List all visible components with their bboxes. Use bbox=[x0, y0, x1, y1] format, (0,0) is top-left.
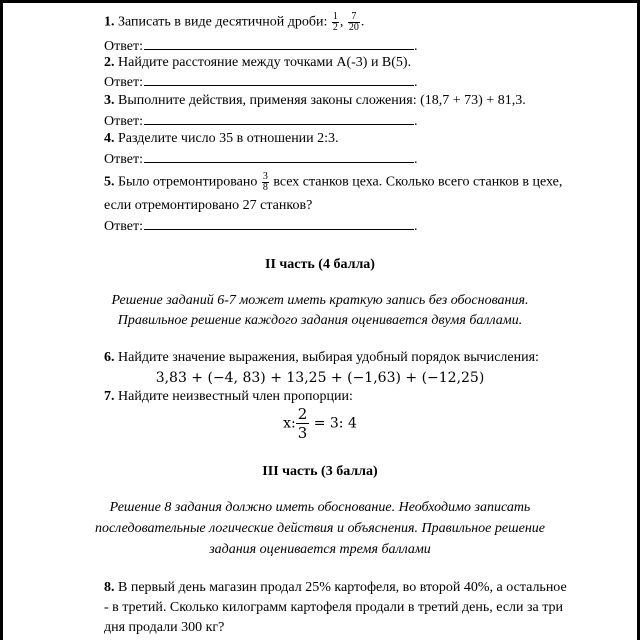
part-3-note-1: Решение 8 задания должно иметь обоснование. Необходимо записать bbox=[109, 500, 531, 515]
task-number: 2. bbox=[104, 55, 115, 70]
answer-label: Ответ: bbox=[104, 114, 143, 129]
task-6-expression: 3,83 + (−4, 83) + 13,25 + (−1,63) + (−12,25) bbox=[155, 370, 485, 386]
fraction bbox=[332, 12, 339, 33]
answer-line-2[interactable]: Ответ: . bbox=[104, 75, 418, 90]
denominator: 20 bbox=[348, 22, 359, 33]
answer-blank[interactable] bbox=[144, 73, 414, 86]
task-text: дня продали 300 кг? bbox=[104, 620, 225, 635]
task-8 bbox=[104, 580, 567, 596]
answer-label: Ответ: bbox=[104, 152, 143, 167]
task-text: Разделите число 35 в отношении 2:3. bbox=[118, 131, 339, 146]
task-text: Найдите расстояние между точками A(-3) и B(5). bbox=[118, 55, 412, 70]
answer-line-5[interactable]: Ответ: . bbox=[104, 219, 418, 234]
part-2-note-1: Решение заданий 6-7 может иметь краткую запись без обоснования. bbox=[111, 293, 529, 308]
task-text: В первый день магазин продал 25% картофеля, во второй 40%, а остальное bbox=[118, 580, 567, 595]
answer-blank[interactable] bbox=[144, 150, 414, 163]
numerator: 2 bbox=[297, 405, 308, 423]
part-3-note-2: последовательные логические действия и объяснения. Правильное решение bbox=[94, 521, 546, 536]
task-text: если отремонтировано 27 станков? bbox=[104, 198, 313, 213]
answer-blank[interactable] bbox=[144, 217, 414, 230]
task-text: - в третий. Сколько килограмм картофеля продали в третий день, если за три bbox=[104, 600, 564, 615]
answer-label: Ответ: bbox=[104, 75, 143, 90]
answer-line-3[interactable]: Ответ: . bbox=[104, 114, 418, 129]
task-text: Записать в виде десятичной дроби: bbox=[118, 14, 328, 30]
task-text: Найдите значение выражения, выбирая удобный порядок вычисления: bbox=[118, 350, 539, 365]
fraction bbox=[348, 12, 360, 33]
task-number: 8. bbox=[104, 580, 115, 595]
denominator: 8 bbox=[262, 182, 268, 193]
answer-label: Ответ: bbox=[104, 39, 143, 54]
task-6 bbox=[104, 350, 539, 366]
part-2-note-2: Правильное решение каждого задания оценивается двумя баллами. bbox=[117, 313, 523, 328]
proportion-rhs: = 3: 4 bbox=[313, 415, 357, 432]
proportion-lhs: x: bbox=[283, 415, 296, 432]
task-8-line-2 bbox=[104, 600, 563, 616]
answer-line-1[interactable]: Ответ: . bbox=[104, 39, 418, 54]
answer-line-4[interactable]: Ответ: . bbox=[104, 152, 418, 167]
task-text: Выполните действия, применяя законы сложения: (18,7 + 73) + 81,3. bbox=[118, 93, 526, 108]
task-5-line-2 bbox=[104, 198, 312, 214]
task-text: Найдите неизвестный член пропорции: bbox=[118, 389, 353, 404]
task-number: 1. bbox=[104, 14, 115, 30]
answer-label: Ответ: bbox=[104, 219, 143, 234]
task-number: 6. bbox=[104, 350, 115, 365]
fraction bbox=[296, 405, 310, 442]
numerator: 7 bbox=[348, 12, 360, 23]
task-3 bbox=[104, 93, 526, 109]
task-5 bbox=[104, 172, 562, 193]
task-number: 4. bbox=[104, 131, 115, 146]
denominator: 3 bbox=[297, 424, 308, 442]
answer-blank[interactable] bbox=[144, 37, 414, 50]
denominator: 2 bbox=[332, 22, 338, 33]
task-2 bbox=[104, 55, 411, 71]
task-8-line-3 bbox=[104, 620, 224, 636]
task-1: 1. Записать в виде десятичной дроби: $\frac{1}{2}$ , $\frac{7}{20}$ . bbox=[104, 11, 365, 33]
task-number: 5. bbox=[104, 174, 115, 190]
fraction bbox=[262, 172, 269, 193]
task-text: Было отремонтировано bbox=[118, 174, 258, 190]
task-4 bbox=[104, 131, 339, 147]
part-3-title: III часть (3 балла) bbox=[262, 464, 378, 479]
task-7-proportion bbox=[0, 405, 640, 442]
part-2-title: II часть (4 балла) bbox=[265, 257, 375, 272]
frame-top bbox=[0, 0, 640, 3]
task-7 bbox=[104, 389, 353, 405]
part-3-note-3: задания оценивается тремя баллами bbox=[209, 542, 431, 557]
numerator: 1 bbox=[332, 11, 338, 22]
task-text: всех станков цеха. Сколько всего станков в цехе, bbox=[273, 174, 563, 190]
answer-blank[interactable] bbox=[144, 112, 414, 125]
numerator: 3 bbox=[262, 171, 268, 182]
task-number: 7. bbox=[104, 389, 115, 404]
task-number: 3. bbox=[104, 93, 115, 108]
